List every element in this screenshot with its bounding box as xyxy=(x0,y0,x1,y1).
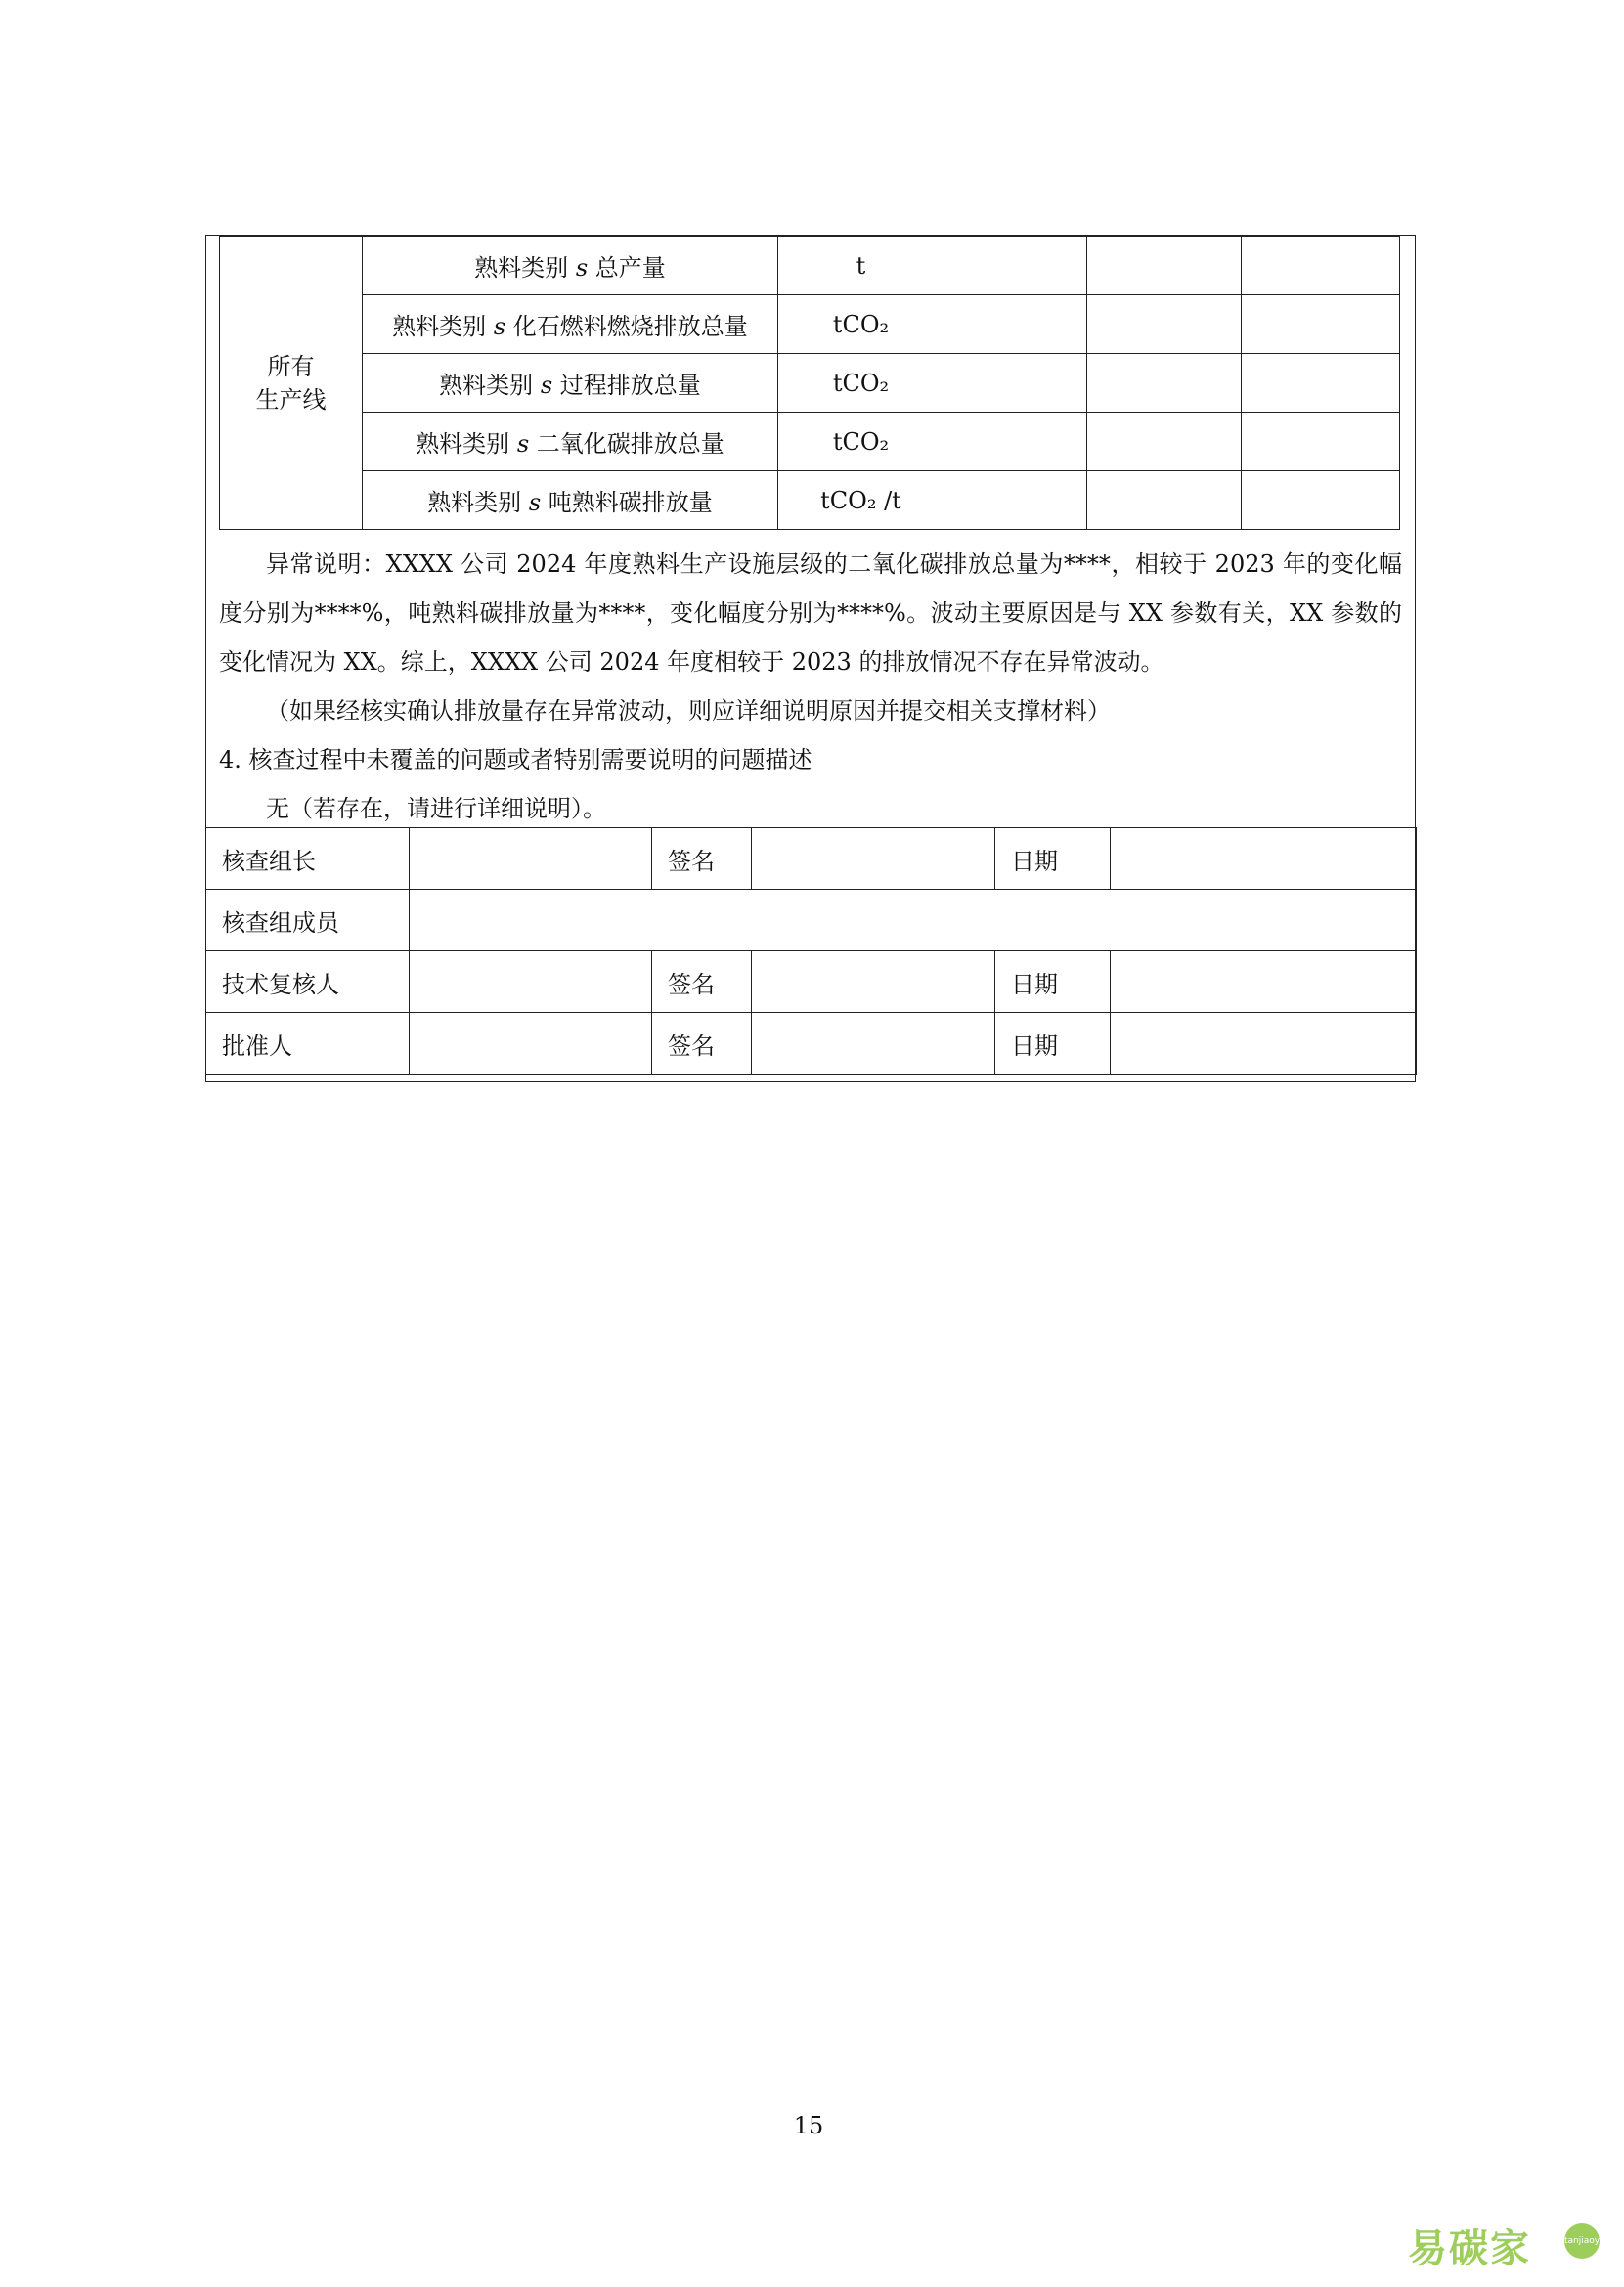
row-label: 熟料类别 s 总产量 xyxy=(363,237,778,295)
table-row xyxy=(220,471,1400,530)
date-label: 日期 xyxy=(995,1013,1111,1075)
row-label: 熟料类别 s 化石燃料燃烧排放总量 xyxy=(363,295,778,354)
reviewer-value xyxy=(410,951,652,1013)
anomaly-description: 异常说明：XXXX 公司 2024 年度熟料生产设施层级的二氧化碳排放总量为****，相较于 2023 年的变化幅度分别为****%，吨熟料碳排放量为****，变化幅度分别为****%。波动主要原因是与 XX 参数有关，XX 参数的变化情况为 XX。综上，XXXX 公司 2024 年度相较于 2023 的排放情况不存在异常波动。 xyxy=(219,550,1402,676)
date-label: 日期 xyxy=(995,828,1111,890)
table-cell xyxy=(944,295,1087,354)
table-row xyxy=(206,828,1417,890)
row-label: 熟料类别 s 二氧化碳排放总量 xyxy=(363,413,778,471)
table-cell xyxy=(1242,295,1400,354)
date-value xyxy=(1111,1013,1417,1075)
row-label: 熟料类别 s 吨熟料碳排放量 xyxy=(363,471,778,530)
row-unit: tCO₂ xyxy=(778,413,944,471)
section-4-body: 无（若存在，请进行详细说明）。 xyxy=(266,795,606,822)
table-cell xyxy=(944,237,1087,295)
signature-label: 签名 xyxy=(652,1013,752,1075)
watermark-logo xyxy=(1408,2218,1624,2276)
table-cell xyxy=(1242,237,1400,295)
table-row xyxy=(206,890,1417,951)
row-unit: tCO₂ xyxy=(778,354,944,413)
row-unit: tCO₂ /t xyxy=(778,471,944,530)
table-row xyxy=(220,237,1400,295)
table-cell xyxy=(1242,471,1400,530)
table-cell xyxy=(1087,471,1242,530)
reviewer-label: 技术复核人 xyxy=(206,951,410,1013)
table-row xyxy=(206,1013,1417,1075)
row-unit: tCO₂ xyxy=(778,295,944,354)
table-cell xyxy=(1087,354,1242,413)
approver-label: 批准人 xyxy=(206,1013,410,1075)
table-row xyxy=(206,951,1417,1013)
anomaly-hint: （如果经核实确认排放量存在异常波动，则应详细说明原因并提交相关支撑材料） xyxy=(266,697,1111,725)
table-cell xyxy=(1242,413,1400,471)
members-value xyxy=(410,890,1417,951)
members-label: 核查组成员 xyxy=(206,890,410,951)
signature-value xyxy=(752,828,995,890)
table-cell xyxy=(944,471,1087,530)
leader-value xyxy=(410,828,652,890)
date-value xyxy=(1111,951,1417,1013)
section-4-title: 4. 核查过程中未覆盖的问题或者特别需要说明的问题描述 xyxy=(219,746,812,773)
table-cell xyxy=(944,413,1087,471)
date-label: 日期 xyxy=(995,951,1111,1013)
table-row xyxy=(220,413,1400,471)
table-cell xyxy=(1087,295,1242,354)
signature-value xyxy=(752,951,995,1013)
signature-label: 签名 xyxy=(652,951,752,1013)
signature-label: 签名 xyxy=(652,828,752,890)
date-value xyxy=(1111,828,1417,890)
table-row xyxy=(220,354,1400,413)
watermark-text: 易碳家 xyxy=(1408,2226,1531,2271)
group-label: 所有 生产线 xyxy=(220,237,363,530)
notes-section xyxy=(219,540,1402,833)
row-label: 熟料类别 s 过程排放总量 xyxy=(363,354,778,413)
watermark-sub: tanjiaoyi.com xyxy=(1564,2223,1600,2259)
page-number: 15 xyxy=(793,2112,824,2139)
table-cell xyxy=(944,354,1087,413)
table-cell xyxy=(1242,354,1400,413)
signature-table xyxy=(205,827,1417,1075)
leader-label: 核查组长 xyxy=(206,828,410,890)
table-row xyxy=(220,295,1400,354)
table-cell xyxy=(1087,237,1242,295)
row-unit: t xyxy=(778,237,944,295)
emission-table xyxy=(219,236,1400,530)
table-cell xyxy=(1087,413,1242,471)
signature-value xyxy=(752,1013,995,1075)
approver-value xyxy=(410,1013,652,1075)
